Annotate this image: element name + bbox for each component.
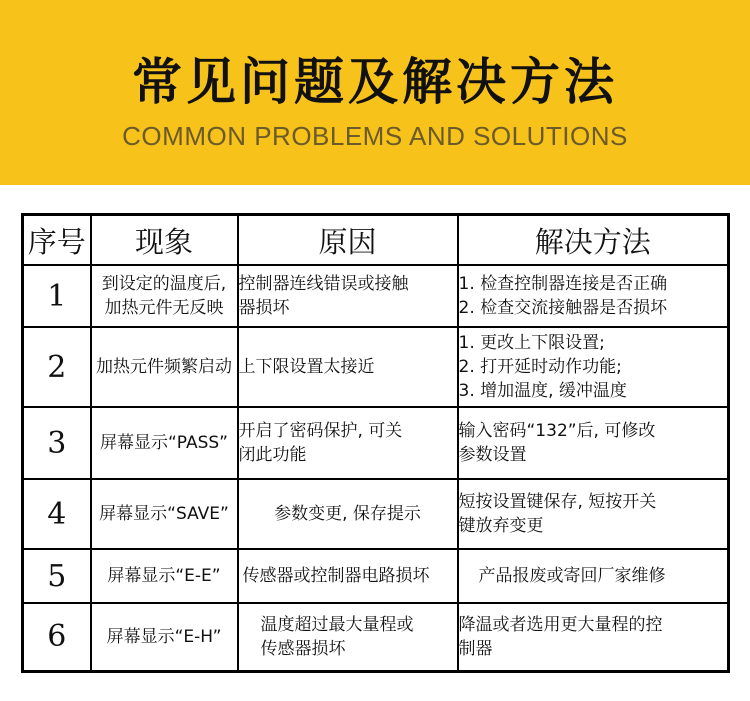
symptom-line: 屏幕显示“PASS”: [100, 433, 228, 453]
cause-cell: [238, 549, 458, 603]
header-banner: [0, 0, 750, 185]
cause-line: 参数变更, 保存提示: [274, 504, 421, 524]
cause-line: 上下限设置太接近: [238, 357, 375, 377]
cause-line: 温度超过最大量程或: [260, 614, 414, 635]
symptom-cell: [91, 407, 238, 479]
row-number: 1: [23, 265, 91, 327]
solution-line: 2. 检查交流接触器是否损坏: [458, 298, 668, 318]
symptom-cell: [91, 549, 238, 603]
table-row: [23, 549, 729, 603]
column-header-symptom: 现象: [91, 215, 238, 266]
solution-line: 降温或者选用更大量程的控: [458, 614, 663, 635]
row-number: 2: [23, 327, 91, 407]
cause-cell: [238, 265, 458, 327]
cause-cell: [238, 603, 458, 671]
solution-line: 输入密码“132”后, 可修改: [458, 421, 656, 441]
page-title: 常见问题及解决方法: [132, 53, 618, 111]
cause-cell: [238, 407, 458, 479]
page-subtitle: COMMON PROBLEMS AND SOLUTIONS: [122, 121, 628, 151]
solution-line: 3. 增加温度, 缓冲温度: [458, 381, 627, 401]
solution-line: 参数设置: [458, 445, 527, 465]
symptom-line: 加热元件频繁启动: [96, 357, 232, 377]
solution-line: 短按设置键保存, 短按开关: [458, 492, 657, 512]
symptom-line: 加热元件无反映: [104, 298, 224, 318]
column-header-cause: 原因: [238, 215, 458, 266]
solution-line: 2. 打开延时动作功能;: [458, 357, 622, 377]
row-number: 3: [23, 407, 91, 479]
troubleshooting-table: [21, 213, 730, 673]
column-header-no: 序号: [23, 215, 91, 266]
row-number: 5: [23, 549, 91, 603]
cause-line: 开启了密码保护, 可关: [238, 421, 403, 441]
table-row: [23, 327, 729, 407]
cause-cell: [238, 327, 458, 407]
solution-line: 1. 更改上下限设置;: [458, 333, 605, 353]
cause-line: 闭此功能: [238, 445, 307, 465]
table-row: [23, 603, 729, 671]
solution-line: 制器: [458, 638, 493, 659]
row-number: 4: [23, 479, 91, 549]
symptom-line: 屏幕显示“SAVE”: [99, 504, 229, 524]
cause-line: 传感器或控制器电路损坏: [242, 566, 430, 586]
table-row: [23, 407, 729, 479]
table-header-row: [23, 215, 729, 266]
solution-line: 键放弃变更: [458, 516, 544, 536]
cause-line: 传感器损坏: [260, 638, 346, 659]
solution-cell: [458, 549, 729, 603]
symptom-cell: [91, 479, 238, 549]
solution-cell: [458, 265, 729, 327]
row-number: 6: [23, 603, 91, 671]
table-row: [23, 265, 729, 327]
solution-line: 产品报废或寄回厂家维修: [478, 566, 666, 586]
symptom-cell: [91, 327, 238, 407]
table-row: [23, 479, 729, 549]
solution-line: 1. 检查控制器连接是否正确: [458, 274, 668, 294]
column-header-solution: 解决方法: [458, 215, 729, 266]
symptom-cell: [91, 603, 238, 671]
symptom-line: 屏幕显示“E-E”: [107, 566, 221, 586]
cause-line: 控制器连线错误或接触: [238, 274, 409, 294]
solution-cell: [458, 407, 729, 479]
solution-cell: [458, 327, 729, 407]
cause-line: 器损坏: [238, 298, 290, 318]
cause-cell: [238, 479, 458, 549]
solution-cell: [458, 479, 729, 549]
solution-cell: [458, 603, 729, 671]
symptom-line: 屏幕显示“E-H”: [106, 626, 222, 647]
symptom-cell: [91, 265, 238, 327]
symptom-line: 到设定的温度后,: [101, 274, 227, 294]
